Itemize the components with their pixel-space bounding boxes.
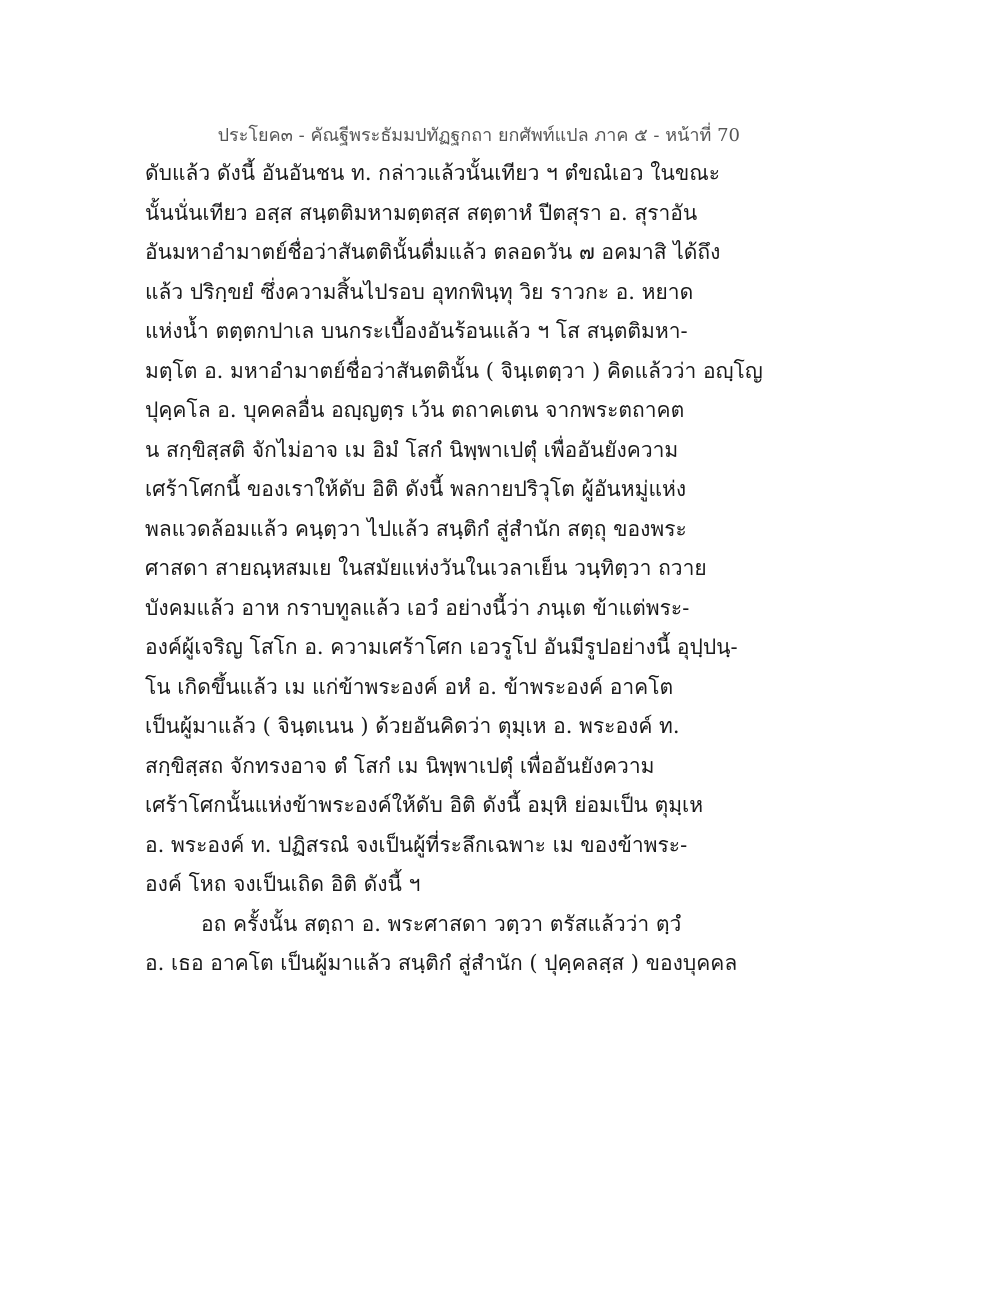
- text-line: บังคมแล้ว อาห กราบทูลแล้ว เอวํ อย่างนี้ว่า ภนฺเต ข้าแต่พระ-: [145, 595, 690, 620]
- text-line: พลแวดล้อมแล้ว คนฺตฺวา ไปแล้ว สนฺติกํ สู่สำนัก สตฺถุ ของพระ: [145, 516, 687, 541]
- body-text: [145, 154, 865, 984]
- text-line: เป็นผู้มาแล้ว ( จินฺตเนน ) ด้วยอันคิดว่า ตุมฺเห อ. พระองค์ ท.: [145, 714, 680, 738]
- text-line: เศร้าโศกนี้ ของเราให้ดับ อิติ ดังนี้ พลกายปริวุโต ผู้อันหมู่แห่ง: [145, 477, 687, 501]
- text-line: องค์ โหถ จงเป็นเถิด อิติ ดังนี้ ฯ: [145, 872, 421, 896]
- text-line: มตฺโต อ. มหาอำมาตย์ชื่อว่าสันตตินั้น ( จินฺเตตฺวา ) คิดแล้วว่า อญฺโญ: [145, 358, 763, 383]
- text-line: องค์ผู้เจริญ โสโก อ. ความเศร้าโศก เอวรูโป อันมีรูปอย่างนี้ อุปฺปนฺ-: [145, 635, 738, 659]
- paragraph-start-line: อถ ครั้งนั้น สตฺถา อ. พระศาสดา วตฺวา ตรัสแล้วว่า ตฺวํ: [201, 911, 682, 936]
- text-line: โน เกิดขึ้นแล้ว เม แก่ข้าพระองค์ อหํ อ. ข้าพระองค์ อาคโต: [145, 674, 674, 699]
- text-line: นั้นนั่นเทียว อสฺส สนฺตติมหามตฺตสฺส สตฺตาหํ ปีตสุรา อ. สุราอัน: [145, 200, 698, 225]
- text-line: อ. เธอ อาคโต เป็นผู้มาแล้ว สนฺติกํ สู่สำนัก ( ปุคฺคลสฺส ) ของบุคคล: [145, 951, 738, 975]
- text-line: อันมหาอำมาตย์ชื่อว่าสันตตินั้นดื่มแล้ว ตลอดวัน ๗ อคมาสิ ได้ถึง: [145, 240, 721, 264]
- text-line: สกฺขิสฺสถ จักทรงอาจ ตํ โสกํ เม นิพฺพาเปตุํ เพื่ออันยังความ: [145, 753, 655, 778]
- page-header: ประโยค๓ - คัณฐีพระธัมมปทัฏฐกถา ยกศัพท์แปล ภาค ๕ - หน้าที่ 70: [217, 125, 740, 146]
- text-line: ดับแล้ว ดังนี้ อันอันชน ท. กล่าวแล้วนั้นเทียว ฯ ตํขณํเอว ในขณะ: [145, 161, 720, 185]
- text-line: น สกฺขิสฺสติ จักไม่อาจ เม อิมํ โสกํ นิพฺพาเปตุํ เพื่ออันยังความ: [145, 437, 679, 462]
- text-line: แล้ว ปริกฺขยํ ซึ่งความสิ้นไปรอบ อุทกพินฺทุ วิย ราวกะ อ. หยาด: [145, 279, 694, 304]
- text-line: ปุคฺคโล อ. บุคคลอื่น อญฺญตฺร เว้น ตถาคเตน จากพระตถาคต: [145, 398, 685, 422]
- text-line: อ. พระองค์ ท. ปฏิสรณํ จงเป็นผู้ที่ระลึกเฉพาะ เม ของข้าพระ-: [145, 832, 688, 857]
- text-line: แห่งน้ำ ตตฺตกปาเล บนกระเบื้องอันร้อนแล้ว ฯ โส สนฺตติมหา-: [145, 319, 688, 343]
- text-line: เศร้าโศกนั้นแห่งข้าพระองค์ให้ดับ อิติ ดังนี้ อมฺหิ ย่อมเป็น ตุมฺเห: [145, 793, 704, 817]
- text-line: ศาสดา สายณฺหสมเย ในสมัยแห่งวันในเวลาเย็น วนฺทิตฺวา ถวาย: [145, 556, 707, 580]
